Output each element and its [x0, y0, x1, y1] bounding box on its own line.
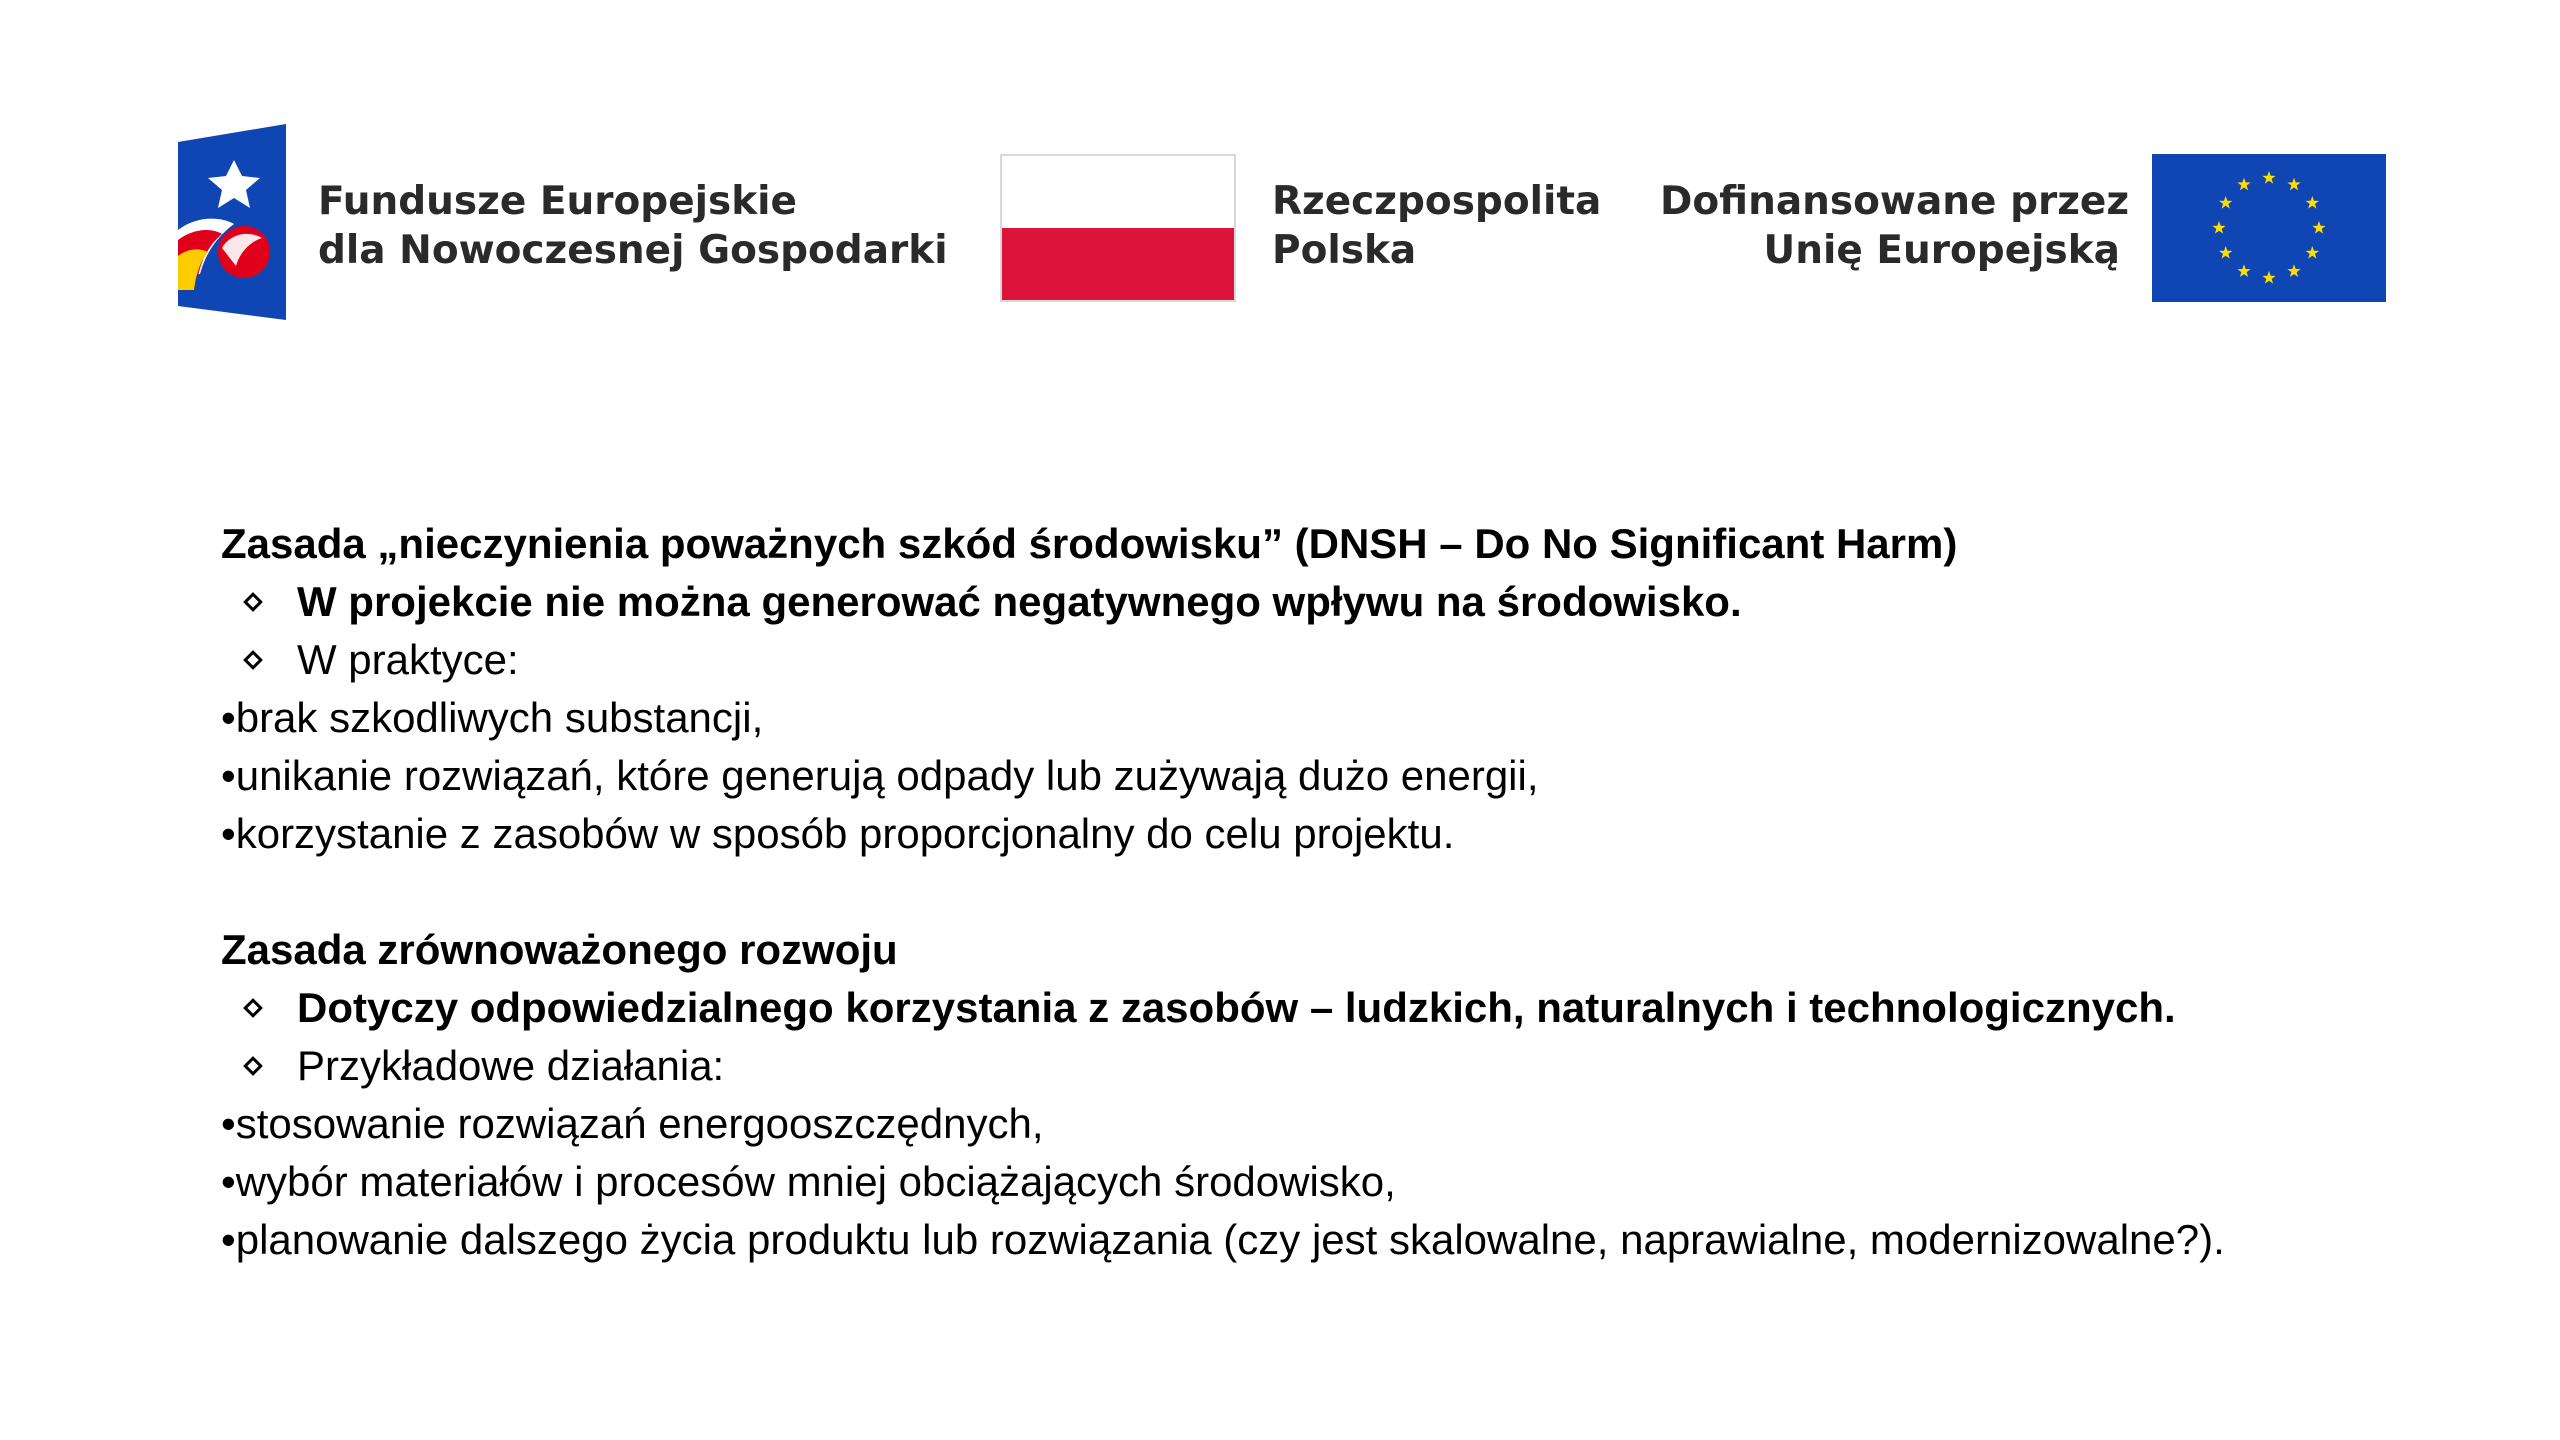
- dnsh-point-practice: [221, 631, 2521, 689]
- list-item: •brak szkodliwych substancji,: [221, 694, 764, 741]
- fundusze-europejskie-logo-icon: [178, 124, 288, 320]
- list-item: •planowanie dalszego życia produktu lub rozwiązania (czy jest skalowalne, naprawialne, modernizowalne?).: [221, 1216, 2225, 1263]
- fundusze-europejskie-text: [318, 177, 948, 275]
- rp-line2: Polska: [1272, 228, 1417, 273]
- fe-line2: dla Nowoczesnej Gospodarki: [318, 228, 948, 273]
- diamond-bullet-icon: [243, 998, 263, 1018]
- section-spacer: [221, 863, 2521, 921]
- dnsh-point-practice-text: W praktyce:: [297, 636, 519, 683]
- diamond-bullet-icon: [243, 592, 263, 612]
- sustainable-point-examples: [221, 1037, 2521, 1095]
- dnsh-title: Zasada „nieczynienia poważnych szkód środowisku” (DNSH – Do No Significant Harm): [221, 520, 1958, 567]
- diamond-bullet-icon: [243, 1056, 263, 1076]
- slide-content: [221, 515, 2521, 1269]
- sustainable-title: Zasada zrównoważonego rozwoju: [221, 926, 898, 973]
- polish-flag-icon: [1000, 154, 1236, 302]
- list-item: •wybór materiałów i procesów mniej obciążających środowisko,: [221, 1158, 1396, 1205]
- list-item: •stosowanie rozwiązań energooszczędnych,: [221, 1100, 1044, 1147]
- sustainable-point-main: [221, 979, 2521, 1037]
- dofinansowane-text: [1660, 177, 2130, 275]
- dnsh-point-main-text: W projekcie nie można generować negatywnego wpływu na środowisko.: [297, 578, 1742, 625]
- list-item: •korzystanie z zasobów w sposób proporcjonalny do celu projektu.: [221, 810, 1455, 857]
- rzeczpospolita-text: [1272, 177, 1601, 275]
- list-item: •unikanie rozwiązań, które generują odpady lub zużywają dużo energii,: [221, 752, 1539, 799]
- sustainable-point-examples-text: Przykładowe działania:: [297, 1042, 725, 1089]
- eu-line1: Dofinansowane przez: [1660, 179, 2130, 224]
- rp-line1: Rzeczpospolita: [1272, 179, 1602, 224]
- fe-line1: Fundusze Europejskie: [318, 179, 797, 224]
- logo-bar: [0, 0, 2560, 340]
- diamond-bullet-icon: [243, 650, 263, 670]
- eu-line2: Unię Europejską: [1763, 228, 2120, 273]
- eu-flag-icon: [2152, 154, 2386, 302]
- dnsh-point-main: [221, 573, 2521, 631]
- sustainable-point-main-text: Dotyczy odpowiedzialnego korzystania z zasobów – ludzkich, naturalnych i technologicznych.: [297, 984, 2176, 1031]
